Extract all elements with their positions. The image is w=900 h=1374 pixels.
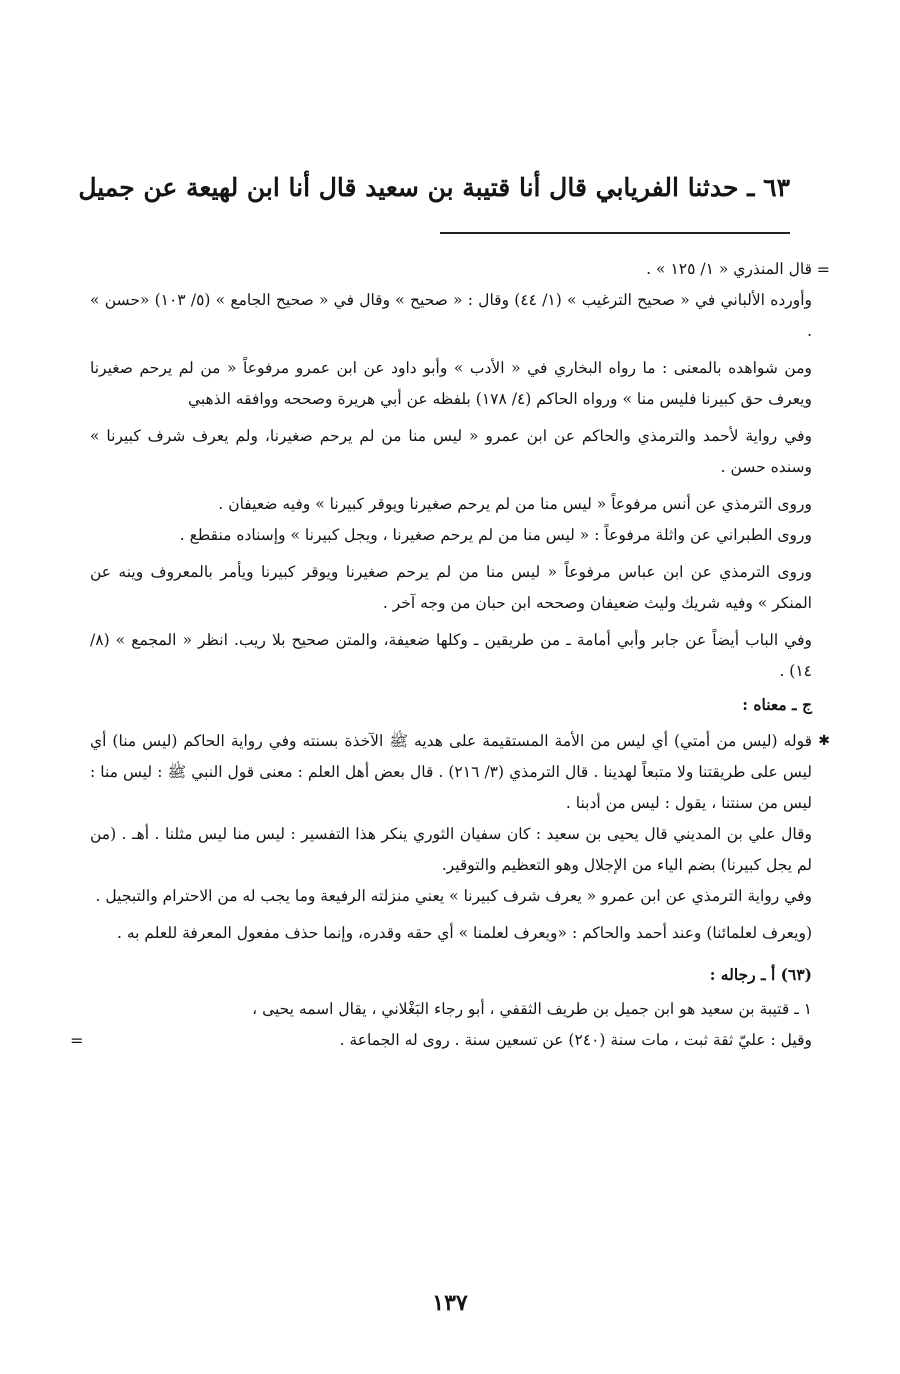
- hadith-header: ٦٣ ـ حدثنا الفريابي قال أنا قتيبة بن سعيد قال أنا ابن لهيعة عن جميل: [78, 173, 790, 202]
- meaning-paragraph-4: (ويعرف لعلمائنا) وعند أحمد والحاكم : «ويعرف لعلمنا » أي حقه وقدره، وإنما حذف مفعول المعرفة للعلم به .: [117, 924, 812, 942]
- paragraph-text: وقيل : عليّ ثقة ثبت ، مات سنة (٢٤٠) عن تسعين سنة . روى له الجماعة .: [339, 1031, 812, 1049]
- footnote-paragraph-7: وروى الترمذي عن ابن عباس مرفوعاً « ليس منا من لم يرحم صغيرنا ويوقر كبيرنا ويأمر بالمعروف وينه عن المنكر » وفيه شريك وليث ضعيفان وصححه ابن حبان من وجه آخر .: [90, 563, 812, 612]
- footnote-paragraph-3: ومن شواهده بالمعنى : ما رواه البخاري في « الأدب » وأبو داود عن ابن عمرو مرفوعاً « من لم يرحم صغيرنا ويعرف حق كبيرنا فليس منا » ورواه الحاكم (٤/ ١٧٨) بلفظه عن أبي هريرة وصححه ووافقه الذهبي: [90, 359, 812, 408]
- footnote-paragraph-4: وفي رواية لأحمد والترمذي والحاكم عن ابن عمرو « ليس منا من لم يرحم صغيرنا، ولم يعرف شرف كبيرنا » وسنده حسن .: [90, 427, 812, 476]
- page-number: ١٣٧: [432, 1290, 468, 1316]
- narrator-line-1: ١ ـ قتيبة بن سعيد هو ابن جميل بن طريف الثقفي ، أبو رجاء البَغْلاني ، يقال اسمه يحيى ،: [252, 1000, 812, 1018]
- meaning-heading: ج ـ معناه :: [742, 695, 812, 714]
- continuation-mark-start: =: [816, 260, 830, 279]
- footnote-paragraph-2: وأورده الألباني في « صحيح الترغيب » (١/ ٤٤) وقال : « صحيح » وقال في « صحيح الجامع » (٥/ ١٠٣) «حسن » .: [90, 291, 812, 340]
- footnote-paragraph-8: وفي الباب أيضاً عن جابر وأبي أمامة ـ من طريقين ـ وكلها ضعيفة، والمتن صحيح بلا ريب. انظر « المجمع » (٨/ ١٤) .: [90, 631, 812, 680]
- paragraph-text: قال المنذري « ١/ ١٢٥ » .: [646, 260, 812, 278]
- footnote-paragraph-1: [90, 254, 828, 285]
- meaning-paragraph-3: وفي رواية الترمذي عن ابن عمرو « يعرف شرف كبيرنا » يعني منزلته الرفيعة وما يجب له من الاحترام والتبجيل .: [95, 887, 812, 905]
- footnote-paragraph-6: وروى الطبراني عن واثلة مرفوعاً : « ليس منا من لم يرحم صغيرنا ، ويجل كبيرنا » وإسناده منقطع .: [179, 526, 812, 544]
- paragraph-text: قوله (ليس من أمتي) أي ليس من الأمة المستقيمة على هديه ﷺ الآخذة بسنته وفي رواية الحاكم (ليس منا) أي ليس على طريقتنا ولا متبعاً لهدينا . قال الترمذي (٣/ ٢١٦) . قال بعض أهل العلم : معنى قول النبي ﷺ : ليس منا : ليس من سنتنا ، يقول : ليس من أدبنا .: [90, 732, 812, 812]
- narrator-line-2: [70, 1025, 812, 1056]
- footnote-body: [70, 254, 830, 1056]
- meaning-paragraph-1: [90, 726, 828, 819]
- asterisk-bullet-icon: ✱: [818, 733, 830, 749]
- footnote-paragraph-5: وروى الترمذي عن أنس مرفوعاً « ليس منا من لم يرحم صغيرنا ويوقر كبيرنا » وفيه ضعيفان .: [218, 495, 812, 513]
- header-divider: [440, 232, 790, 234]
- narrators-heading: (٦٣) أ ـ رجاله :: [709, 965, 812, 984]
- continuation-mark-end: =: [70, 1031, 84, 1050]
- meaning-paragraph-2: وقال علي بن المديني قال يحيى بن سعيد : كان سفيان الثوري ينكر هذا التفسير : ليس منا ليس مثلنا . أهـ . (من لم يجل كبيرنا) بضم الياء من الإجلال وهو التعظيم والتوقير.: [90, 825, 812, 874]
